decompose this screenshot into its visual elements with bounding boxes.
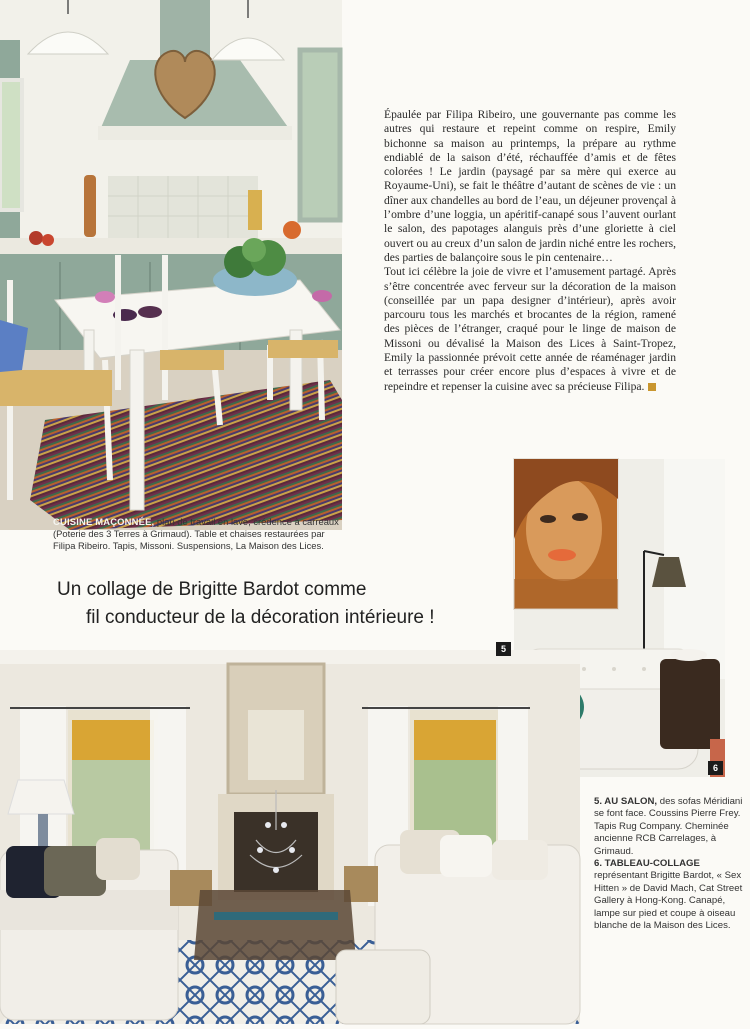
kitchen-caption-label: CUISINE MAÇONNÉE, bbox=[53, 516, 155, 527]
caption-6-label: 6. TABLEAU-COLLAGE bbox=[594, 858, 700, 870]
kitchen-caption bbox=[53, 516, 343, 552]
kitchen-photo bbox=[0, 0, 342, 530]
article-paragraph-1: Épaulée par Filipa Ribeiro, une gouvernante pas comme les autres qui restaure et repeint comme on respire, Emily bichonne sa maison au printemps, la prépare au rythme endiablé de la saison d’été, réchauffée d’amis et de fêtes colorées ! Le jardin (paysagé par sa mère qui exerce au Royaume-Uni), se fait le théâtre d’autant de scènes de vie : un dîner aux chandelles au bord de l’eau, un déjeuner provençal à l’ombre d’une loggia, un apéritif-canapé sous l’auvent ourlant le salon, des papotages alanguis près d’une gloriette à ciel ouvert ou au creux d’un salon de jardin niché entre les rochers, des parties de balançoire sous le pin centenaire… bbox=[384, 108, 676, 264]
headline-line-2: fil conducteur de la décoration intérieure ! bbox=[86, 607, 435, 628]
photo-captions bbox=[594, 796, 744, 932]
caption-5-text: des sofas Méridiani se font face. Coussins Pierre Frey. Tapis Rug Company. Cheminée ancienne RCB Carrelages, à Grimaud. bbox=[594, 796, 743, 857]
article-body bbox=[384, 108, 676, 394]
headline-line-1: Un collage de Brigitte Bardot comme bbox=[57, 579, 367, 600]
photo-number-5: 5 bbox=[496, 642, 511, 656]
living-room-photo bbox=[0, 644, 580, 1024]
caption-5-label: 5. AU SALON, bbox=[594, 796, 658, 807]
photo-number-6: 6 bbox=[708, 761, 723, 775]
caption-6-text: représentant Brigitte Bardot, « Sex Hitten » de David Mach, Cat Street Gallery à Hong-Kong. Canapé, lampe sur pied et coupe à oiseau blanche de la Maison des Lices. bbox=[594, 870, 743, 932]
pull-quote-headline bbox=[57, 576, 517, 632]
article-paragraph-2-text: Tout ici célèbre la joie de vivre et l’amusement partagé. Après s’être concentrée avec ferveur sur la décoration de la maison (conseillée par un papa designer d’intérieur), après avoir parcouru tous les marchés et brocantes de la région, ramené des pièces de l’étranger, craqué pour le linge de maison de Missoni ou dévalisé la Maison des Lices à Saint-Tropez, Emily la passionnée prévoit cette année de réaménager jardin et terrasses pour créer encore plus d’espaces à vivre et de repeindre et repenser la cuisine avec sa précieuse Filipa. bbox=[384, 265, 676, 393]
end-of-article-mark bbox=[648, 383, 656, 391]
article-paragraph-2 bbox=[384, 265, 676, 394]
kitchen-caption-text: plan de travail en lave, crédence à carreaux (Poterie des 3 Terres à Grimaud). Table et chaises restaurées par Filipa Ribeiro. Tapis, Missoni. Suspensions, La Maison des Lices. bbox=[53, 516, 339, 551]
